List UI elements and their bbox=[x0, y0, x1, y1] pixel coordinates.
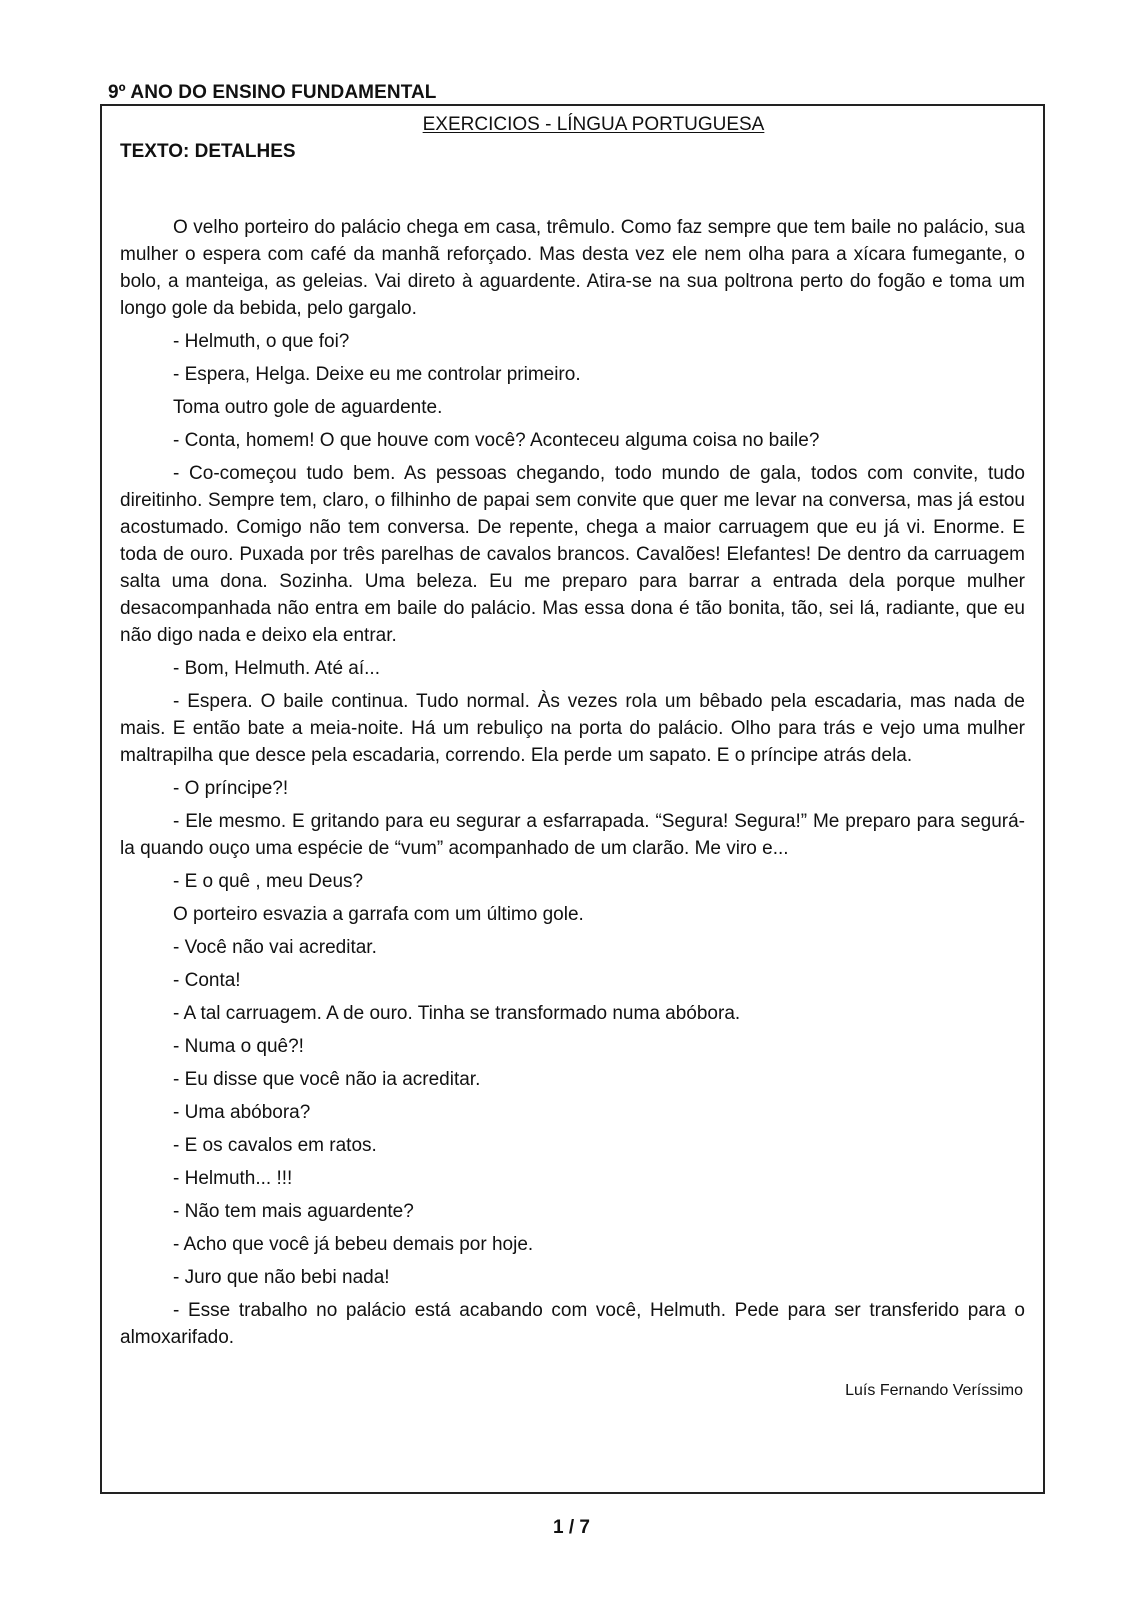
story-paragraph: - Não tem mais aguardente? bbox=[173, 1201, 414, 1222]
story-paragraph: - Bom, Helmuth. Até aí... bbox=[173, 658, 380, 679]
story-paragraph: - Co-começou tudo bem. As pessoas chegando, todo mundo de gala, todos com convite, tudo direitinho. Sempre tem, claro, o filhinho de papai sem convite que quer me levar na conversa, mas já estou acostumado. Comigo não tem conversa. De repente, chega a maior carruagem que eu já vi. Enorme. E toda de ouro. Puxada por três parelhas de cavalos brancos. Cavalões! Elefantes! De dentro da carruagem salta uma dona. Sozinha. Uma beleza. Eu me preparo para barrar a entrada dela porque mulher desacompanhada não entra em baile do palácio. Mas essa dona é tão bonita, tão, sei lá, radiante, que eu não digo nada e deixo ela entrar. bbox=[120, 463, 1025, 646]
story-paragraph: Toma outro gole de aguardente. bbox=[173, 397, 443, 418]
story-paragraph: - A tal carruagem. A de ouro. Tinha se transformado numa abóbora. bbox=[173, 1003, 741, 1024]
page-number: 1 / 7 bbox=[553, 1517, 590, 1538]
story-paragraph: - Numa o quê?! bbox=[173, 1036, 304, 1057]
story-paragraph: - Ele mesmo. E gritando para eu segurar a esfarrapada. “Segura! Segura!” Me preparo para segurá-la quando ouço uma espécie de “vum” acompanhado de um clarão. Me viro e... bbox=[120, 811, 1025, 859]
story-paragraph: - Espera, Helga. Deixe eu me controlar primeiro. bbox=[173, 364, 581, 385]
story-paragraph: - Esse trabalho no palácio está acabando com você, Helmuth. Pede para ser transferido para o almoxarifado. bbox=[120, 1300, 1025, 1348]
story-paragraph: - Helmuth... !!! bbox=[173, 1168, 293, 1189]
story-paragraph: O velho porteiro do palácio chega em casa, trêmulo. Como faz sempre que tem baile no palácio, sua mulher o espera com café da manhã reforçado. Mas desta vez ele nem olha para a xícara fumegante, o bolo, a manteiga, as geleias. Vai direto à aguardente. Atira-se na sua poltrona perto do fogão e toma um longo gole da bebida, pelo gargalo. bbox=[120, 217, 1025, 319]
story-body bbox=[120, 214, 1025, 1357]
story-paragraph: - Conta! bbox=[173, 970, 241, 991]
story-paragraph: - Espera. O baile continua. Tudo normal. Às vezes rola um bêbado pela escadaria, mas nada de mais. E então bate a meia-noite. Há um rebuliço na porta do palácio. Olho para trás e vejo uma mulher maltrapilha que desce pela escadaria, correndo. Ela perde um sapato. E o príncipe atrás dela. bbox=[120, 691, 1025, 766]
text-title: TEXTO: DETALHES bbox=[120, 141, 296, 162]
story-paragraph: - Acho que você já bebeu demais por hoje. bbox=[173, 1234, 534, 1255]
document-frame bbox=[100, 104, 1045, 1494]
story-paragraph: - Você não vai acreditar. bbox=[173, 937, 377, 958]
story-paragraph: O porteiro esvazia a garrafa com um último gole. bbox=[173, 904, 584, 925]
story-paragraph: - Uma abóbora? bbox=[173, 1102, 311, 1123]
story-paragraph: - E os cavalos em ratos. bbox=[173, 1135, 377, 1156]
story-paragraph: - Conta, homem! O que houve com você? Aconteceu alguma coisa no baile? bbox=[173, 430, 820, 451]
story-paragraph: - Juro que não bebi nada! bbox=[173, 1267, 390, 1288]
story-paragraph: - Helmuth, o que foi? bbox=[173, 331, 350, 352]
author-credit: Luís Fernando Veríssimo bbox=[845, 1382, 1023, 1399]
grade-heading: 9º ANO DO ENSINO FUNDAMENTAL bbox=[108, 82, 437, 103]
story-paragraph: - O príncipe?! bbox=[173, 778, 289, 799]
story-paragraph: - Eu disse que você não ia acreditar. bbox=[173, 1069, 481, 1090]
subject-title: EXERCICIOS - LÍNGUA PORTUGUESA bbox=[422, 114, 765, 135]
story-paragraph: - E o quê , meu Deus? bbox=[173, 871, 364, 892]
